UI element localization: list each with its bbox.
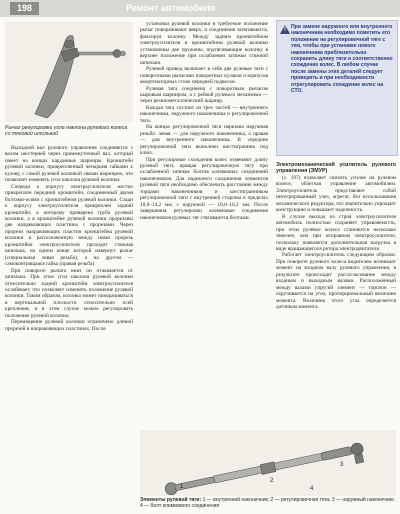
section-title: Ремонт автомобиля xyxy=(126,3,216,13)
paragraph: Рулевая тяга соединена с поворотным рычагом шаровым шарниром, а с рейкой рулевого механизма — через резинометаллический шарнир. xyxy=(140,85,268,105)
page-header xyxy=(0,0,400,17)
figure-2-title: Элементы рулевой тяги: xyxy=(140,497,202,503)
paragraph: Перемещение рулевой колонки ограничено длиной прорезей в направляющих пластинах. После xyxy=(5,319,133,332)
figure-2-caption xyxy=(140,497,396,509)
callout-label: 4 xyxy=(310,486,314,492)
warning-text: При замене наружного или внутреннего наконечника необходимо пометить его положение на регулировочной тяге с тем, чтобы при установке нового наконечника приблизительно сохранить длину тяги и соответственно схождение колес. В любом случае после замены этих деталей следует проверить и при необходимости отрегулировать схождение колес на СТО. xyxy=(291,24,393,95)
figure-1-caption: Рычаг регулировки угла наклона рулевого колеса со тяговой шпилькой xyxy=(5,125,128,138)
paragraph: Каждая тяга состоит из трех частей — внутреннего наконечника, наружного наконечника и регулировочной тяги. xyxy=(140,104,268,124)
body-column-2 xyxy=(140,21,268,427)
paragraph: При регулировке схождения колес изменяют длину рулевой тяги, вращая регулировочную тягу при ослабленной затяжке болтов клеммовых соединений наконечников. Для надежного соединения элементов рулевой тяги необходимо обеспечить расстояние между торцами наконечников и шестигранником регулировочной тяги с внутренней стороны в пределах 10,8–14,2 мм, с наружной — 10,6–16,2 мм. После завершения регулировки клеммовые соединения наконечников рулевых тяг стягиваются болтами. xyxy=(140,156,268,221)
paragraph: На концах регулировочной тяги нарезана наружная резьба: левая — для наружного наконечника, а правая — для внутреннего наконечника. В середине регулировочной тяги выполнен шестигранник под ключ. xyxy=(140,124,268,157)
body-column-1 xyxy=(5,145,133,509)
paragraph: Спереди к корпусу электроусилителя жестко прикреплен передний кронштейн, соединенный двумя болтами-осями с кронштейном рулевой колонки. Сзади к корпусу электроусилителя прикреплен задний кронштейн, к которому приварена труба рулевой колонки, а в кронштейне рулевой колонки прорезаны две направляющих пластины с прорезями. Через прорези направляющих пластин кронштейна рулевой колонки и расположенную между ними прорезь кронштейна электроусилителя проходит стяжная шпилька, на одном конце которой навернут рычаг (специальная левая резьба), а на другом — самоконтрящаяся гайка (правая резьба). xyxy=(5,183,133,268)
paragraph: Работает электроусилитель следующим образом. При повороте рулевого колеса водителем возникает момент на входном валу рулевого управления, в результате происходит рассогласование между входным и выходным валами. Расположенный между валами упругий элемент — торсион — скручивается на угол, пропорциональный величине момента. Величина этого угла определяется датчиком момента. xyxy=(276,252,396,311)
figure-2-legend: 1 — внутренний наконечник; 2 — регулировочная тяга; 3 — наружный наконечник; 4 — болт клеммового соединения xyxy=(140,497,395,509)
paragraph: установки рулевой колонки в требуемое положение рычаг поворачивают вверх, и соединения затягиваются, фиксируя колонку. Между задним кронштейном электроусилителя и кронштейном рулевой колонки установлены две пружины, подтягивающие колонку в верхнее положение при ослаблении затяжки стяжной шпильки. xyxy=(140,21,268,66)
paragraph: При повороте рычага вниз он отжимается от шпильки. При этом угол наклона рулевой колонки относительно задний кронштейн электроусилителя ослабевает, что позволяет изменять положение рулевой колонки. Таким образом, колонка может поворачиваться в вертикальной плоскости относительно осей крепления, и в этом случае можно регулировать положение рулевой колонки. xyxy=(5,267,133,319)
callout-label: 1 xyxy=(180,484,184,490)
warning-triangle-icon: ! xyxy=(280,25,290,34)
paragraph: Выходной вал рулевого управления соединяется с валом шестерней через промежуточный вал, который имеет на концах карданные шарниры. Кронштейн рулевой колонки, прикрепленный четырьмя гайками к кузову, с самой рулевой колонкой связан шарнирно, что позволяет изменять угол наклона рулевой колонки. xyxy=(5,145,133,184)
body-column-3 xyxy=(276,162,396,460)
steering-lever-figure xyxy=(5,22,133,122)
subsection-title: Электромеханический усилитель рулевого управления (ЭМУР) xyxy=(276,162,396,174)
warning-box xyxy=(276,20,398,156)
page-number: 198 xyxy=(10,2,39,15)
paragraph: (с. 197) позволяет снизить усилие на рулевом колесе, облегчая управление автомобилем. Электроусилитель представляет собой интегрированный узел, агрегат, без использования механического редуктора, что значительно упрощает конструкцию и повышает надежность. xyxy=(276,175,396,214)
callout-label: 3 xyxy=(340,462,344,468)
paragraph: Рулевой привод включает в себя две рулевые тяги с поворотными рычагами поворотных кулаков и корпусов амортизаторных стоек передней подвески. xyxy=(140,66,268,86)
callout-label: 2 xyxy=(270,478,274,484)
paragraph: В случае выхода из строя электроусилителя автомобиль полностью сохраняет управляемость, при этом рулевое колесо становится несколько тяжелее, чем при исправном электроусилителе, поскольку появляется дополнительная нагрузка в виде вращающегося ротора электродвигателя. xyxy=(276,213,396,252)
